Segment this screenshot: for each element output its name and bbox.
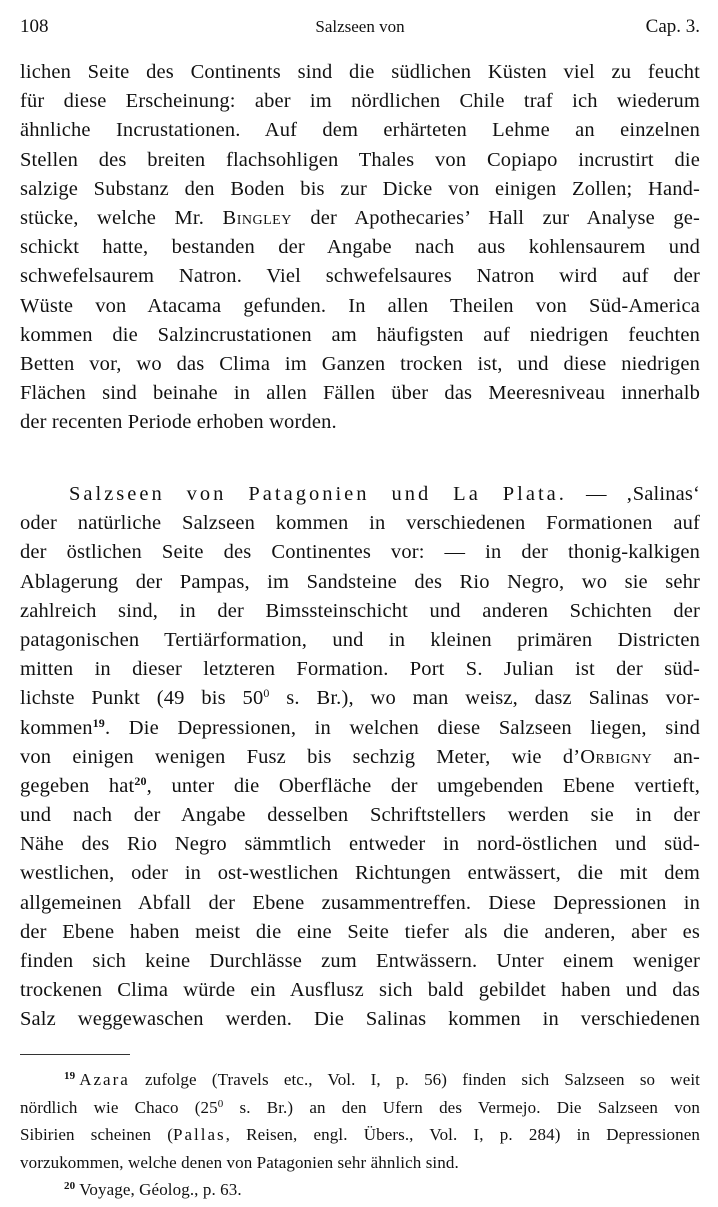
text-line [20, 772, 700, 801]
text-fragment: zufolge (Travels etc., Vol. I, p. 56) finden sich Salzseen so weit [144, 1070, 700, 1089]
text-line: ähnliche Incrustationen. Auf dem erhärteten Lehme an einzelnen [20, 119, 700, 142]
footnote-divider [20, 1054, 130, 1055]
text-fragment: s. Br.) an den Ufern des Vermejo. Die Salzseen von [223, 1097, 701, 1117]
page-header [20, 14, 700, 40]
text-line: zahlreich sind, in der Bimssteinschicht und anderen Schichten der [20, 599, 700, 622]
text-line [20, 204, 700, 233]
footnote-ref-20[interactable]: 20 [134, 773, 147, 788]
text-line: schwefelsaurem Natron. Viel schwefelsaures Natron wird auf der [20, 265, 700, 288]
footnotes [20, 1066, 700, 1204]
footnote-line [20, 1094, 700, 1122]
text-line: der östlichen Seite des Continentes vor: — in der thonig-kalkigen [20, 541, 700, 564]
text-line: patagonischen Tertiärformation, und in kleinen primären Districten [20, 628, 700, 651]
footnote-line [20, 1121, 700, 1149]
text-line: Betten vor, wo das Clima im Ganzen trocken ist, und diese niedrigen [20, 352, 700, 375]
person-name-bingley: Bingley [222, 206, 292, 229]
text-line: Ablagerung der Pampas, im Sandsteine des Rio Negro, wo sie sehr [20, 570, 700, 593]
text-fragment: gegeben hat [20, 774, 135, 797]
text-line [20, 480, 700, 509]
text-line: und nach der Angabe desselben Schriftstellers werden sie in der [20, 804, 700, 827]
paragraph-2 [20, 480, 700, 1035]
text-line: mitten in dieser letzteren Formation. Port S. Julian ist der süd- [20, 658, 700, 681]
text-fragment: der Apothecaries’ Hall zur Analyse ge- [310, 206, 701, 229]
text-line: allgemeinen Abfall der Ebene zusammentreffen. Diese Depressionen in [20, 891, 700, 914]
text-fragment: , Reisen, engl. Übers., Vol. I, p. 284) in Depressionen [225, 1125, 700, 1144]
text-fragment: kommen [20, 716, 93, 739]
text-fragment: stücke, welche Mr. [20, 206, 205, 229]
running-title: Salzseen von [315, 17, 405, 36]
text-line [20, 714, 700, 743]
text-line: Flächen sind beinahe in allen Fällen über das Meeresniveau innerhalb [20, 382, 700, 405]
text-fragment: lichste Punkt (49 bis 50 [20, 687, 264, 710]
page-number: 108 [20, 16, 49, 37]
text-line: für diese Erscheinung: aber im nördlichen Chile traf ich wiederum [20, 90, 700, 113]
text-line: kommen die Salzincrustationen am häufigsten auf niedrigen feuchten [20, 323, 700, 346]
text-line: der recenten Periode erhoben worden. [20, 411, 337, 434]
footnote-line: vorzukommen, welche denen von Patagonien sehr ähnlich sind. [20, 1152, 459, 1172]
paragraph-1 [20, 58, 700, 437]
degree-sign: 0 [217, 1097, 224, 1110]
text-line: Nähe des Rio Negro sämmtlich entweder in nord-östlichen und süd- [20, 833, 700, 856]
text-line [20, 743, 700, 772]
footnote-marker: 20 [64, 1180, 76, 1192]
text-fragment: Voyage, Géolog., p. 63. [79, 1180, 242, 1199]
text-line: oder natürliche Salzseen kommen in verschiedenen Formationen auf [20, 512, 700, 535]
text-fragment: Sibirien scheinen ( [20, 1125, 174, 1144]
person-name-orbigny: Orbigny [580, 745, 653, 768]
degree-sign: 0 [263, 686, 270, 701]
text-fragment: . Die Depressionen, in welchen diese Salzseen liegen, sind [104, 716, 700, 739]
text-fragment: s. Br.), wo man weisz, dasz Salinas vor- [269, 687, 700, 710]
section-heading: Salzseen von Patagonien und La Plata. [69, 483, 567, 505]
text-line: Stellen des breiten flachsohligen Thales von Copiapo incrustirt die [20, 148, 700, 171]
chapter-label: Cap. 3. [645, 16, 700, 37]
text-fragment: nördlich wie Chaco (25 [20, 1097, 218, 1117]
text-fragment: — ‚Salinas‘ [586, 483, 701, 505]
text-line [20, 684, 700, 713]
text-fragment: an- [652, 745, 700, 768]
text-line: der Ebene haben meist die eine Seite tiefer als die anderen, aber es [20, 920, 700, 943]
author-azara: Azara [79, 1070, 130, 1089]
text-line: Wüste von Atacama gefunden. In allen Theilen von Süd-America [20, 294, 700, 317]
footnote-ref-19[interactable]: 19 [92, 715, 105, 730]
text-line: Salz weggewaschen werden. Die Salinas kommen in verschiedenen [20, 1008, 700, 1031]
footnote-19 [20, 1066, 700, 1094]
text-line: lichen Seite des Continents sind die südlichen Küsten viel zu feucht [20, 61, 700, 83]
text-line: westlichen, oder in ost-westlichen Richtungen entwässert, die mit dem [20, 862, 700, 885]
text-fragment: von einigen wenigen Fusz bis sechzig Meter, wie d’ [20, 745, 581, 768]
text-line: salzige Substanz den Boden bis zur Dicke von einigen Zollen; Hand- [20, 177, 700, 200]
footnote-marker: 19 [64, 1070, 76, 1082]
text-line: schickt hatte, bestanden der Angabe nach aus kohlensaurem und [20, 236, 700, 259]
text-line: trockenen Clima würde ein Ausflusz sich bald gebildet haben und das [20, 979, 700, 1002]
footnote-20 [20, 1176, 700, 1204]
text-fragment: , unter die Oberfläche der umgebenden Ebene vertieft, [146, 774, 700, 797]
author-pallas: Pallas [173, 1125, 226, 1144]
text-line: finden sich keine Durchlässe zum Entwässern. Unter einem weniger [20, 950, 700, 972]
